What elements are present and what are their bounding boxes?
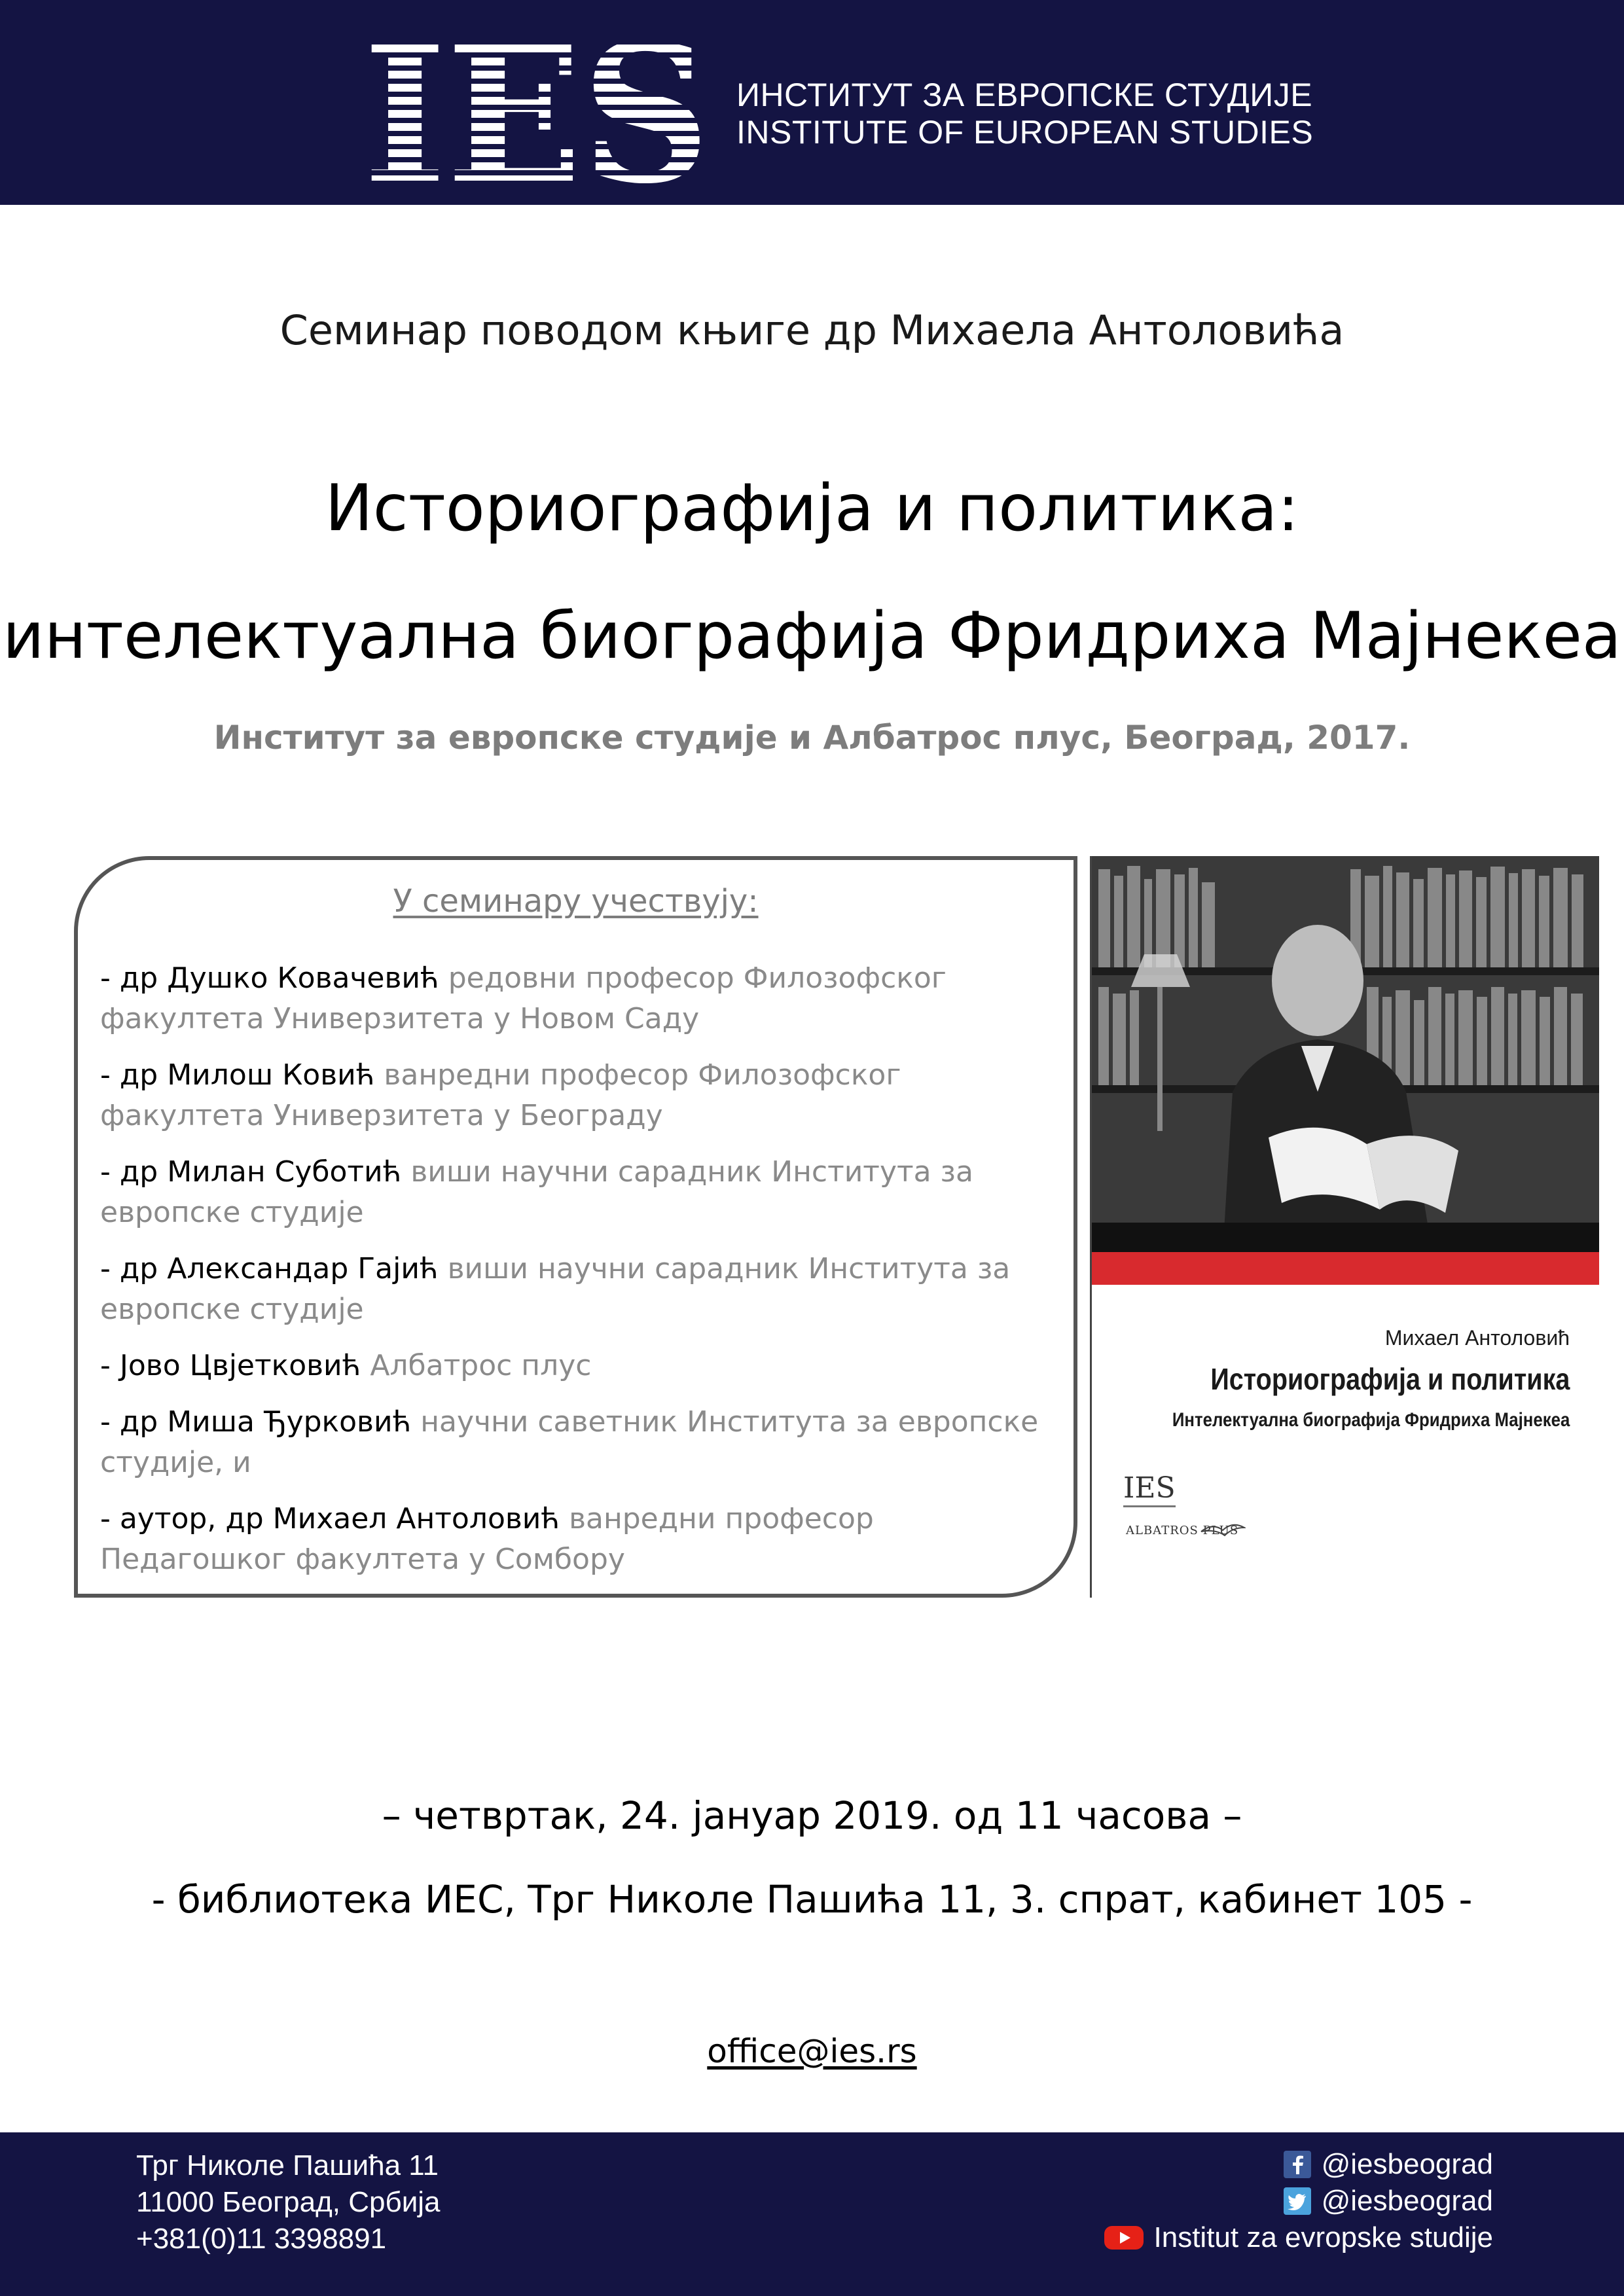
book-cover-ies-logo: IES <box>1123 1471 1176 1505</box>
list-dash: - <box>100 1502 120 1535</box>
participants-list <box>100 958 1062 1596</box>
albatros-bird-icon <box>1200 1518 1246 1542</box>
book-title-line-1: Историографија и политика: <box>325 471 1299 546</box>
youtube-channel: Institut za evropske studije <box>1153 2221 1493 2253</box>
participant-name: др Милан Суботић <box>119 1155 402 1189</box>
institute-name-serbian: ИНСТИТУТ ЗА ЕВРОПСКЕ СТУДИЈЕ <box>736 77 1313 113</box>
participant-item <box>100 1346 1062 1386</box>
contact-email-link[interactable]: office@ies.rs <box>707 2032 917 2070</box>
participant-name: Јово Цвјетковић <box>119 1349 361 1382</box>
footer-address-line-2: 11000 Београд, Србија <box>136 2186 441 2218</box>
seminar-subtitle: Семинар поводом књиге др Михаела Антоловића <box>280 306 1344 354</box>
list-dash: - <box>100 1349 120 1382</box>
footer-phone: +381(0)11 3398891 <box>136 2223 387 2255</box>
list-dash: - <box>100 1405 120 1439</box>
participant-item <box>100 1402 1062 1483</box>
book-cover-subtitle: Интелектуална биографија Фридриха Мајнекеа <box>1172 1409 1570 1431</box>
book-cover <box>1090 856 1599 1598</box>
participant-name: др Александар Гајић <box>119 1252 439 1285</box>
participant-name: др Душко Ковачевић <box>119 961 439 995</box>
participant-role: виши научни сарадник Института за европске студије <box>100 1252 1011 1326</box>
youtube-icon <box>1104 2224 1144 2251</box>
participant-item <box>100 1249 1062 1330</box>
twitter-link[interactable] <box>1284 2185 1493 2217</box>
list-dash: - <box>100 961 120 995</box>
event-date: – четвртак, 24. јануар 2019. од 11 часова – <box>382 1793 1242 1838</box>
participant-role: ванредни професор Филозофског факултета Универзитета у Београду <box>100 1058 901 1132</box>
book-cover-photo <box>1092 856 1599 1252</box>
ies-logo <box>363 31 710 188</box>
event-location: - библиотека ИЕС, Трг Николе Пашића 11, 3. спрат, кабинет 105 - <box>151 1877 1473 1922</box>
participant-role: научни саветник Института за европске студије, и <box>100 1405 1039 1479</box>
facebook-link[interactable] <box>1284 2148 1493 2181</box>
participants-heading: У семинару учествују: <box>393 883 759 920</box>
participant-role: редовни професор Филозофског факултета Универзитета у Новом Саду <box>100 961 947 1035</box>
book-cover-red-stripe <box>1092 1252 1599 1285</box>
twitter-handle: @iesbeograd <box>1321 2185 1493 2217</box>
participant-item <box>100 1055 1062 1136</box>
book-title-line-2: интелектуална биографија Фридриха Мајнекеа <box>3 599 1621 673</box>
header-banner <box>0 0 1624 205</box>
book-cover-title: Историографија и политика <box>1210 1362 1570 1396</box>
participant-role: виши научни сарадник Института за европске студије <box>100 1155 973 1229</box>
footer-banner <box>0 2132 1624 2296</box>
institute-name-english: INSTITUTE OF EUROPEAN STUDIES <box>736 114 1314 151</box>
twitter-icon <box>1284 2187 1311 2215</box>
facebook-icon <box>1284 2151 1311 2178</box>
participant-item <box>100 1499 1062 1580</box>
participant-name: др Милош Ковић <box>119 1058 375 1092</box>
book-cover-ies-rule <box>1123 1505 1176 1507</box>
facebook-handle: @iesbeograd <box>1321 2148 1493 2180</box>
participant-role: Албатрос плус <box>361 1349 592 1382</box>
list-dash: - <box>100 1058 120 1092</box>
publisher-line: Институт за европске студије и Албатрос плус, Београд, 2017. <box>213 719 1411 757</box>
book-cover-author: Михаел Антоловић <box>1384 1326 1570 1350</box>
participant-item <box>100 1152 1062 1233</box>
youtube-link[interactable] <box>1104 2221 1493 2254</box>
participants-box <box>74 856 1077 1598</box>
participant-name: аутор, др Михаел Антоловић <box>119 1502 560 1535</box>
participant-name: др Миша Ђурковић <box>119 1405 412 1439</box>
list-dash: - <box>100 1155 120 1189</box>
participant-role: ванредни професор Педагошког факултета у Сомбору <box>100 1502 874 1576</box>
ies-logo-text: IES <box>363 31 710 188</box>
book-cover-albatros-logo: ALBATROS PLUS <box>1126 1524 1239 1537</box>
participant-item <box>100 958 1062 1039</box>
list-dash: - <box>100 1252 120 1285</box>
footer-address-line-1: Трг Николе Пашића 11 <box>136 2149 439 2181</box>
